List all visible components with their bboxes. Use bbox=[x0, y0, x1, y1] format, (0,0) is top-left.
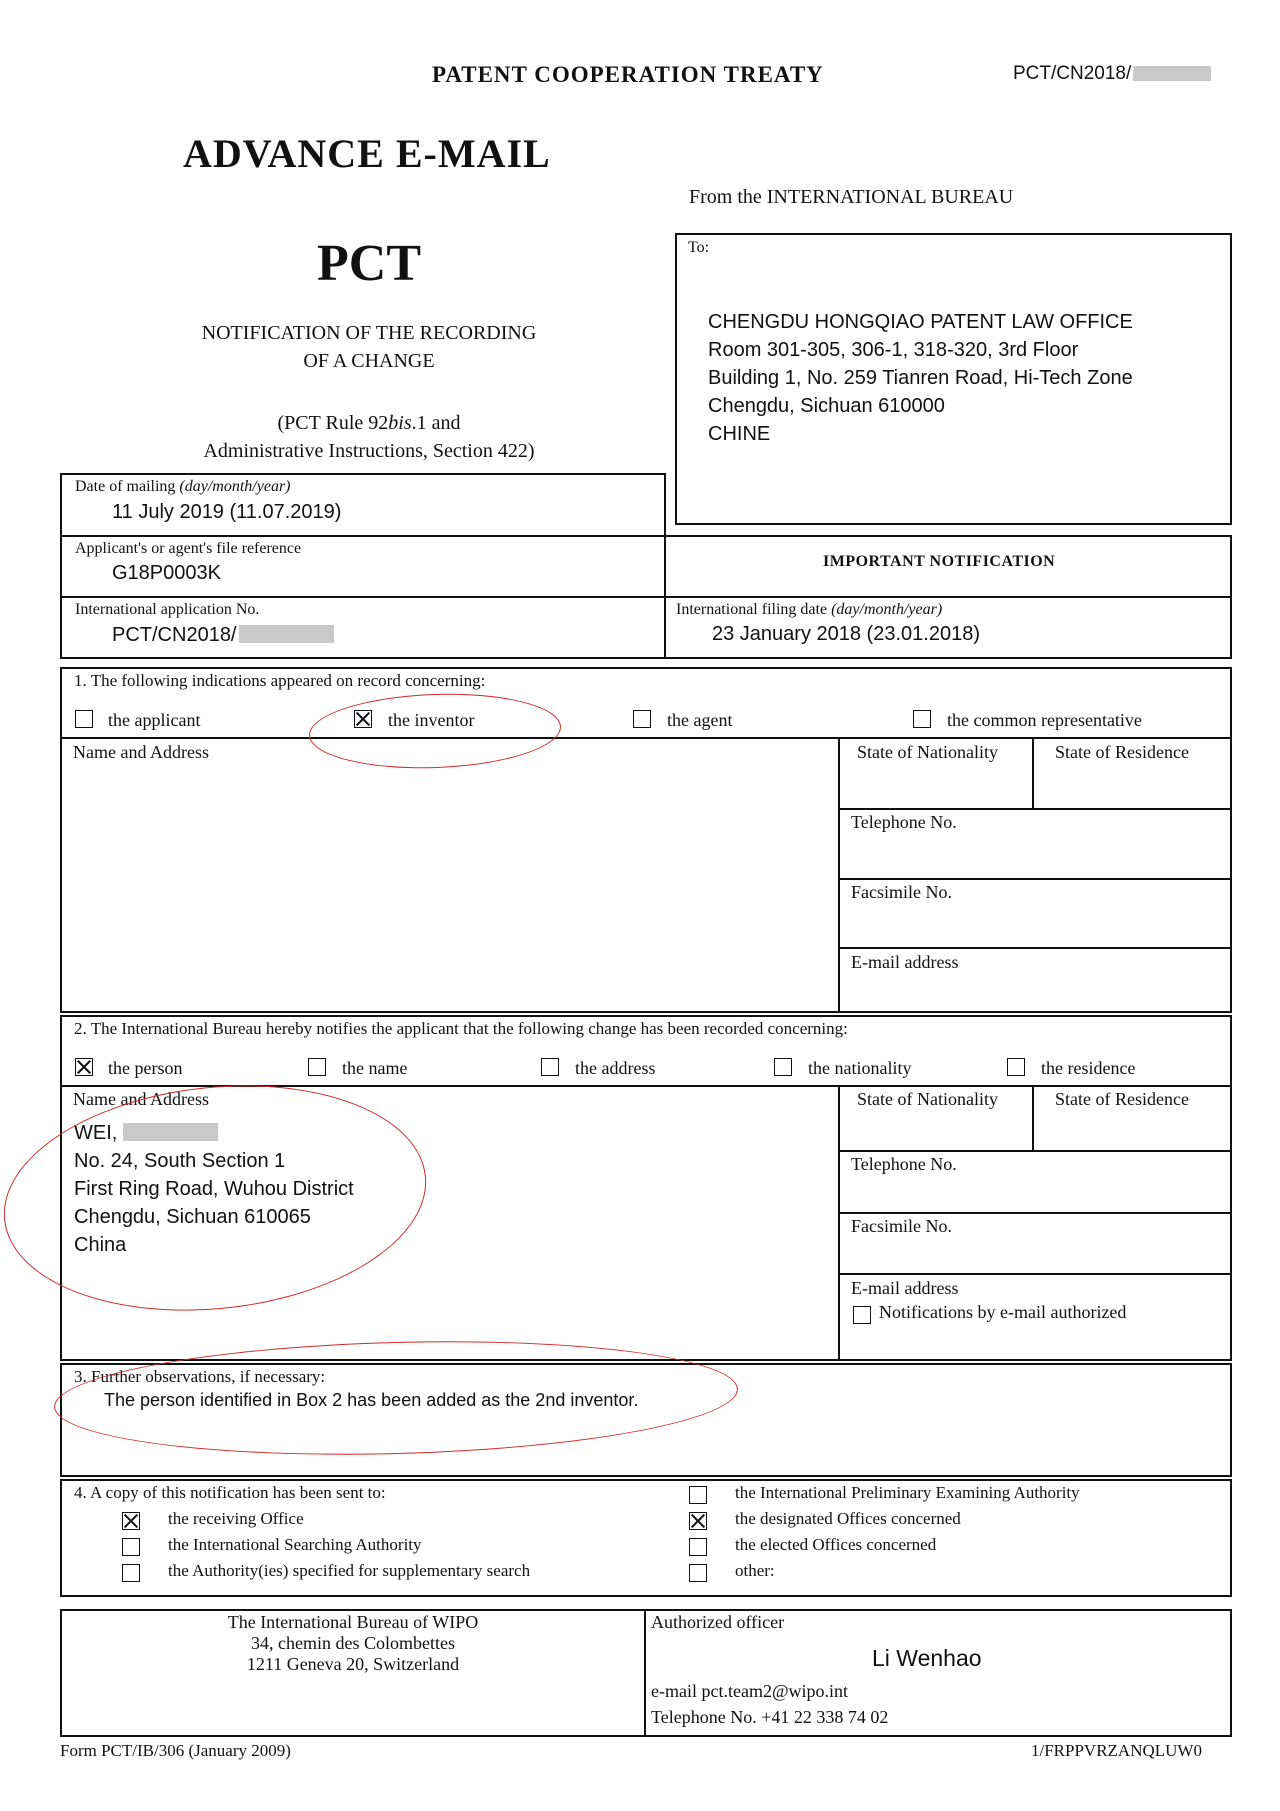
section1-divider bbox=[838, 947, 1232, 949]
applicant-checkbox[interactable] bbox=[75, 710, 93, 728]
section2-email-label: E-mail address bbox=[851, 1278, 959, 1298]
section2-nationality-label: State of Nationality bbox=[857, 1089, 998, 1109]
important-notification: IMPORTANT NOTIFICATION bbox=[823, 553, 1056, 570]
receiving-office-label: the receiving Office bbox=[168, 1509, 304, 1528]
applicant-label: the applicant bbox=[108, 710, 201, 730]
elected-offices-label: the elected Offices concerned bbox=[735, 1535, 937, 1554]
person-label: the person bbox=[108, 1058, 183, 1078]
ipea-checkbox[interactable] bbox=[689, 1486, 707, 1504]
footer-divider bbox=[644, 1609, 646, 1737]
other-label: other: bbox=[735, 1561, 775, 1580]
section1-email-label: E-mail address bbox=[851, 952, 959, 972]
email-notification-checkbox[interactable] bbox=[853, 1306, 871, 1324]
address-label: the address bbox=[575, 1058, 656, 1078]
inventor-label: the inventor bbox=[388, 710, 475, 730]
name-checkbox[interactable] bbox=[308, 1058, 326, 1076]
section2-divider bbox=[1032, 1085, 1034, 1151]
document-code: 1/FRPPVRZANQLUW0 bbox=[1031, 1741, 1202, 1760]
from-international-bureau: From the INTERNATIONAL BUREAU bbox=[689, 186, 1014, 208]
nationality-checkbox[interactable] bbox=[774, 1058, 792, 1076]
section1-divider bbox=[60, 737, 1232, 739]
section2-facsimile-label: Facsimile No. bbox=[851, 1216, 952, 1236]
elected-offices-checkbox[interactable] bbox=[689, 1538, 707, 1556]
pct-title: PCT bbox=[317, 235, 421, 292]
header-reference-text: PCT/CN2018/ bbox=[1013, 63, 1132, 84]
filing-date-label: International filing date (day/month/year) bbox=[676, 601, 943, 618]
section3-title: 3. Further observations, if necessary: bbox=[74, 1367, 326, 1386]
wipo-address bbox=[62, 1612, 644, 1675]
file-reference-label: Applicant's or agent's file reference bbox=[75, 540, 302, 557]
email-notification-label: Notifications by e-mail authorized bbox=[879, 1302, 1127, 1322]
redacted-block bbox=[239, 625, 334, 643]
officer-email: e-mail pct.team2@wipo.int bbox=[651, 1681, 849, 1701]
address-line: No. 24, South Section 1 bbox=[74, 1150, 286, 1172]
name-label: the name bbox=[342, 1058, 408, 1078]
file-reference-value: G18P0003K bbox=[112, 562, 221, 584]
to-line: Room 301-305, 306-1, 318-320, 3rd Floor bbox=[708, 339, 1079, 361]
section2-divider bbox=[838, 1150, 1232, 1152]
other-checkbox[interactable] bbox=[689, 1564, 707, 1582]
to-label: To: bbox=[688, 239, 710, 256]
section2-title: 2. The International Bureau hereby notifies the applicant that the following change has been recorded concerning: bbox=[74, 1019, 848, 1038]
agent-checkbox[interactable] bbox=[633, 710, 651, 728]
isa-checkbox[interactable] bbox=[122, 1538, 140, 1556]
address-line: China bbox=[74, 1234, 127, 1256]
wipo-address-line: 34, chemin des Colombettes bbox=[251, 1633, 455, 1653]
person-checkbox[interactable] bbox=[75, 1058, 93, 1076]
application-number-text: PCT/CN2018/ bbox=[112, 624, 237, 646]
info-divider bbox=[60, 596, 1232, 598]
address-line: WEI, bbox=[74, 1119, 354, 1147]
mailing-date-label: Date of mailing (day/month/year) bbox=[75, 478, 291, 495]
section1-title: 1. The following indications appeared on record concerning: bbox=[74, 671, 486, 690]
address-line: First Ring Road, Wuhou District bbox=[74, 1178, 354, 1200]
to-address-lines bbox=[708, 308, 1133, 448]
authorized-officer-label: Authorized officer bbox=[651, 1612, 785, 1632]
to-line: Building 1, No. 259 Tianren Road, Hi-Tech Zone bbox=[708, 367, 1133, 389]
section2-name-address-label: Name and Address bbox=[73, 1089, 209, 1109]
application-number-label: International application No. bbox=[75, 601, 260, 618]
section4-title: 4. A copy of this notification has been sent to: bbox=[74, 1483, 386, 1502]
to-line: Chengdu, Sichuan 610000 bbox=[708, 395, 945, 417]
redacted-block bbox=[1133, 66, 1211, 81]
nationality-label: the nationality bbox=[808, 1058, 912, 1078]
section1-telephone-label: Telephone No. bbox=[851, 812, 957, 832]
designated-offices-label: the designated Offices concerned bbox=[735, 1509, 961, 1528]
designated-offices-checkbox[interactable] bbox=[689, 1512, 707, 1530]
rule-line1: (PCT Rule 92bis.1 and bbox=[277, 412, 461, 434]
section1-divider bbox=[838, 808, 1232, 810]
observation-text: The person identified in Box 2 has been added as the 2nd inventor. bbox=[104, 1390, 639, 1410]
receiving-office-checkbox[interactable] bbox=[122, 1512, 140, 1530]
to-line: CHINE bbox=[708, 423, 771, 445]
section1-residence-label: State of Residence bbox=[1055, 742, 1189, 762]
form-number: Form PCT/IB/306 (January 2009) bbox=[60, 1741, 291, 1760]
section2-telephone-label: Telephone No. bbox=[851, 1154, 957, 1174]
ipea-label: the International Preliminary Examining Authority bbox=[735, 1483, 1080, 1502]
wipo-address-line: The International Bureau of WIPO bbox=[227, 1612, 479, 1632]
section1-divider bbox=[838, 878, 1232, 880]
supplementary-search-label: the Authority(ies) specified for supplementary search bbox=[168, 1561, 531, 1580]
application-number-value bbox=[112, 623, 334, 647]
common-representative-label: the common representative bbox=[947, 710, 1142, 730]
address-line: Chengdu, Sichuan 610065 bbox=[74, 1206, 311, 1228]
filing-date-value: 23 January 2018 (23.01.2018) bbox=[712, 623, 980, 645]
section2-divider bbox=[838, 1212, 1232, 1214]
agent-label: the agent bbox=[667, 710, 733, 730]
notification-title-line1: NOTIFICATION OF THE RECORDING bbox=[201, 322, 537, 344]
notification-title-line2: OF A CHANGE bbox=[303, 350, 435, 372]
residence-label: the residence bbox=[1041, 1058, 1136, 1078]
address-checkbox[interactable] bbox=[541, 1058, 559, 1076]
section1-divider bbox=[1032, 737, 1034, 809]
mailing-date-value: 11 July 2019 (11.07.2019) bbox=[112, 501, 342, 523]
residence-checkbox[interactable] bbox=[1007, 1058, 1025, 1076]
treaty-title: PATENT COOPERATION TREATY bbox=[432, 62, 824, 87]
advance-email-title: ADVANCE E-MAIL bbox=[183, 131, 551, 176]
section1-facsimile-label: Facsimile No. bbox=[851, 882, 952, 902]
section1-divider bbox=[838, 737, 840, 1013]
rule-reference bbox=[180, 409, 558, 465]
wipo-address-line: 1211 Geneva 20, Switzerland bbox=[246, 1654, 460, 1674]
section1-nationality-label: State of Nationality bbox=[857, 742, 998, 762]
section2-residence-label: State of Residence bbox=[1055, 1089, 1189, 1109]
rule-line2: Administrative Instructions, Section 422) bbox=[203, 440, 535, 462]
to-line: CHENGDU HONGQIAO PATENT LAW OFFICE bbox=[708, 311, 1133, 333]
section2-divider bbox=[838, 1273, 1232, 1275]
common-representative-checkbox[interactable] bbox=[913, 710, 931, 728]
header-reference bbox=[1013, 63, 1211, 85]
isa-label: the International Searching Authority bbox=[168, 1535, 422, 1554]
officer-name: Li Wenhao bbox=[872, 1645, 982, 1671]
officer-telephone: Telephone No. +41 22 338 74 02 bbox=[651, 1707, 889, 1727]
section1-name-address-label: Name and Address bbox=[73, 742, 209, 762]
notification-title bbox=[180, 319, 558, 375]
section2-divider bbox=[838, 1085, 840, 1361]
supplementary-search-checkbox[interactable] bbox=[122, 1564, 140, 1582]
